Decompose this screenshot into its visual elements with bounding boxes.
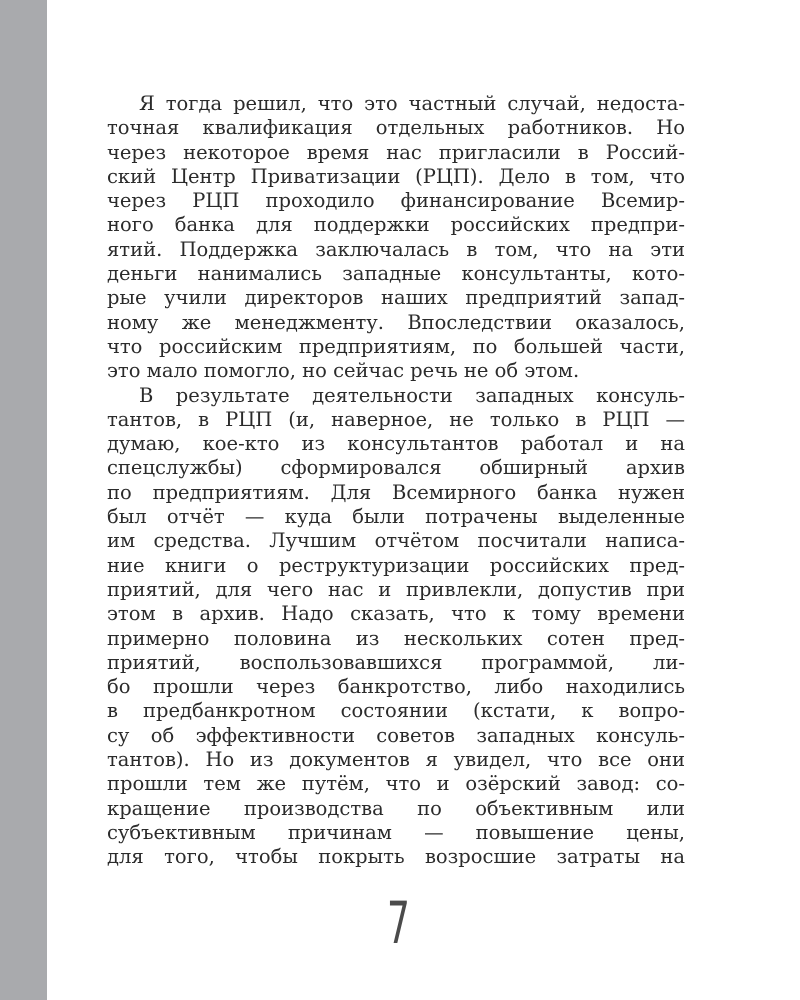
text-line: точная квалификация отдельных работников. Но bbox=[107, 116, 685, 140]
text-line: деньги нанимались западные консультанты, кото- bbox=[107, 262, 685, 286]
page-body-text bbox=[107, 92, 685, 870]
text-line: в предбанкротном состоянии (кстати, к вопро- bbox=[107, 699, 685, 723]
text-line: был отчёт — куда были потрачены выделенные bbox=[107, 505, 685, 529]
text-line: рые учили директоров наших предприятий запад- bbox=[107, 286, 685, 310]
text-line: для того, чтобы покрыть возросшие затраты на bbox=[107, 845, 685, 869]
text-line: тантов). Но из документов я увидел, что все они bbox=[107, 748, 685, 772]
text-line: прошли тем же путём, что и озёрский завод: со- bbox=[107, 772, 685, 796]
text-line: бо прошли через банкротство, либо находились bbox=[107, 675, 685, 699]
paragraph-2 bbox=[107, 384, 685, 870]
text-line: ному же менеджменту. Впоследствии оказалось, bbox=[107, 310, 685, 334]
text-line: приятий, воспользовавшихся программой, ли- bbox=[107, 650, 685, 674]
page-number: 7 bbox=[387, 889, 410, 957]
text-line: через РЦП проходило финансирование Всемир- bbox=[107, 189, 685, 213]
text-line: спецслужбы) сформировался обширный архив bbox=[107, 456, 685, 480]
text-line: думаю, кое-кто из консультантов работал и на bbox=[107, 432, 685, 456]
text-line: В результате деятельности западных консуль- bbox=[139, 383, 685, 407]
text-line: через некоторое время нас пригласили в Россий- bbox=[107, 140, 685, 164]
text-line: тантов, в РЦП (и, наверное, не только в РЦП — bbox=[107, 407, 685, 431]
text-line: по предприятиям. Для Всемирного банка нужен bbox=[107, 480, 685, 504]
text-line: су об эффективности советов западных консуль- bbox=[107, 723, 685, 747]
text-line: ский Центр Приватизации (РЦП). Дело в том, что bbox=[107, 164, 685, 188]
page-edge-strip bbox=[0, 0, 47, 1000]
paragraph-1 bbox=[107, 92, 685, 384]
text-line: ятий. Поддержка заключалась в том, что на эти bbox=[107, 237, 685, 261]
text-line: приятий, для чего нас и привлекли, допустив при bbox=[107, 577, 685, 601]
text-line: что российским предприятиям, по большей части, bbox=[107, 334, 685, 358]
text-line: Я тогда решил, что это частный случай, недоста- bbox=[139, 92, 685, 115]
text-line: примерно половина из нескольких сотен пред- bbox=[107, 626, 685, 650]
text-line: кращение производства по объективным или bbox=[107, 796, 685, 820]
text-line: им средства. Лучшим отчётом посчитали написа- bbox=[107, 529, 685, 553]
text-line: субъективным причинам — повышение цены, bbox=[107, 820, 685, 844]
text-line: ного банка для поддержки российских предпри- bbox=[107, 213, 685, 237]
text-line: ние книги о реструктуризации российских пред- bbox=[107, 553, 685, 577]
text-line: этом в архив. Надо сказать, что к тому времени bbox=[107, 602, 685, 626]
text-line: это мало помогло, но сейчас речь не об этом. bbox=[107, 359, 580, 383]
